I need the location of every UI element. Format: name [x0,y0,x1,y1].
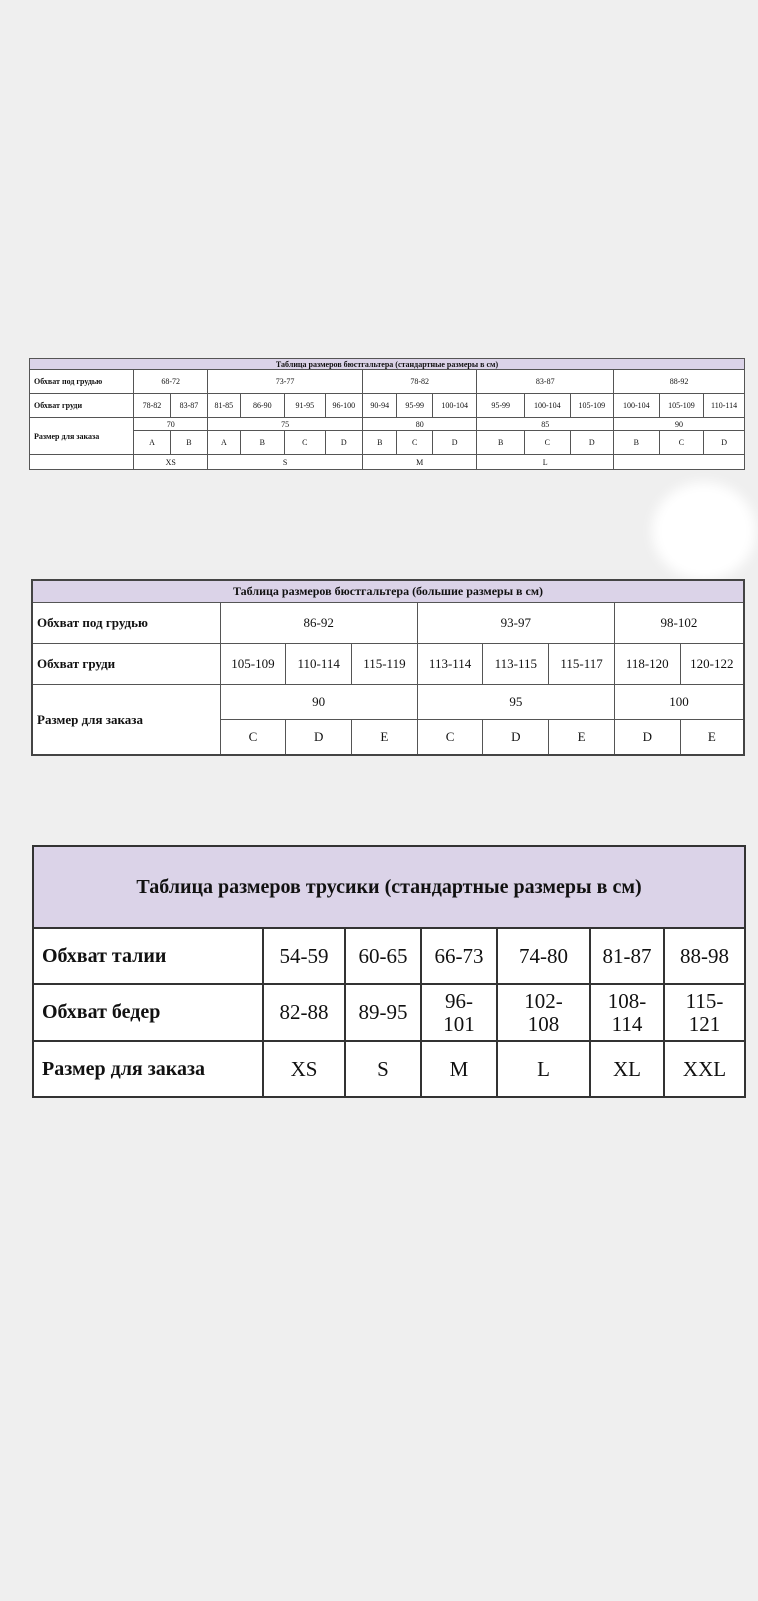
cup-cell: B [477,431,525,455]
waist-cell: 88-98 [664,928,745,984]
cup-cell: B [170,431,207,455]
bra-standard-table [29,358,745,470]
waist-label: Обхват талии [33,928,263,984]
hips-cell: 108- 114 [590,984,664,1041]
underbust-cell: 98-102 [614,603,744,644]
bust-cell: 81-85 [208,394,240,418]
bust-cell: 115-119 [352,644,418,685]
cup-cell: E [352,720,418,756]
bust-cell: 113-115 [483,644,549,685]
bust-cell: 78-82 [134,394,170,418]
cup-cell: B [614,431,660,455]
cup-cell: C [417,720,483,756]
hips-cell: 115- 121 [664,984,745,1041]
cup-cell: B [240,431,285,455]
bust-cell: 100-104 [525,394,571,418]
order-size-label: Размер для заказа [33,1041,263,1097]
bust-cell: 100-104 [432,394,477,418]
bust-label: Обхват груди [32,644,220,685]
underbust-cell: 73-77 [208,370,363,394]
underbust-label: Обхват под грудью [30,370,134,394]
cup-cell: A [134,431,170,455]
waist-cell: 60-65 [345,928,421,984]
bust-cell: 91-95 [285,394,325,418]
hips-cell: 96- 101 [421,984,497,1041]
bust-cell: 95-99 [477,394,525,418]
waist-cell: 54-59 [263,928,345,984]
letter-size-cell: L [477,455,614,470]
order-size-label: Размер для заказа [30,418,134,455]
size-cell: M [421,1041,497,1097]
band-cell: 90 [220,685,417,720]
order-size-label: Размер для заказа [32,685,220,756]
cup-cell: D [570,431,614,455]
letter-size-cell: S [208,455,363,470]
band-cell: 90 [614,418,745,431]
bust-cell: 105-109 [570,394,614,418]
cup-cell: D [483,720,549,756]
underbust-label: Обхват под грудью [32,603,220,644]
bust-cell: 90-94 [363,394,397,418]
bust-cell: 115-117 [549,644,615,685]
bust-cell: 96-100 [325,394,362,418]
size-cell: XS [263,1041,345,1097]
bust-cell: 110-114 [704,394,745,418]
cup-cell: E [680,720,744,756]
waist-cell: 74-80 [497,928,590,984]
bust-cell: 86-90 [240,394,285,418]
table-title: Таблица размеров бюстгальтера (стандартные размеры в см) [30,359,745,370]
bust-cell: 118-120 [614,644,680,685]
band-cell: 95 [417,685,614,720]
panties-table [32,845,746,1098]
bust-cell: 105-109 [659,394,704,418]
underbust-cell: 83-87 [477,370,614,394]
underbust-cell: 88-92 [614,370,745,394]
cup-cell: C [659,431,704,455]
underbust-cell: 78-82 [363,370,477,394]
bra-large-table [31,579,745,756]
table-title: Таблица размеров бюстгальтера (большие размеры в см) [32,580,744,603]
cup-cell: B [363,431,397,455]
bust-cell: 100-104 [614,394,660,418]
band-cell: 75 [208,418,363,431]
band-cell: 80 [363,418,477,431]
empty-cell [614,455,745,470]
bust-cell: 95-99 [397,394,432,418]
band-cell: 100 [614,685,744,720]
band-cell: 85 [477,418,614,431]
hips-cell: 102- 108 [497,984,590,1041]
white-smudge [652,482,756,580]
cup-cell: C [397,431,432,455]
underbust-cell: 86-92 [220,603,417,644]
bust-cell: 113-114 [417,644,483,685]
cup-cell: D [614,720,680,756]
hips-cell: 89-95 [345,984,421,1041]
bust-cell: 105-109 [220,644,286,685]
empty-cell [30,455,134,470]
bust-cell: 120-122 [680,644,744,685]
table-title: Таблица размеров трусики (стандартные размеры в см) [33,846,745,928]
band-cell: 70 [134,418,208,431]
cup-cell: D [432,431,477,455]
hips-cell: 82-88 [263,984,345,1041]
cup-cell: C [525,431,571,455]
bust-cell: 83-87 [170,394,207,418]
cup-cell: A [208,431,240,455]
letter-size-cell: XS [134,455,208,470]
hips-label: Обхват бедер [33,984,263,1041]
cup-cell: D [286,720,352,756]
waist-cell: 81-87 [590,928,664,984]
underbust-cell: 93-97 [417,603,614,644]
size-cell: S [345,1041,421,1097]
cup-cell: D [704,431,745,455]
cup-cell: C [285,431,325,455]
size-cell: L [497,1041,590,1097]
bust-cell: 110-114 [286,644,352,685]
size-cell: XXL [664,1041,745,1097]
cup-cell: C [220,720,286,756]
bust-label: Обхват груди [30,394,134,418]
underbust-cell: 68-72 [134,370,208,394]
cup-cell: D [325,431,362,455]
waist-cell: 66-73 [421,928,497,984]
cup-cell: E [549,720,615,756]
letter-size-cell: M [363,455,477,470]
size-cell: XL [590,1041,664,1097]
